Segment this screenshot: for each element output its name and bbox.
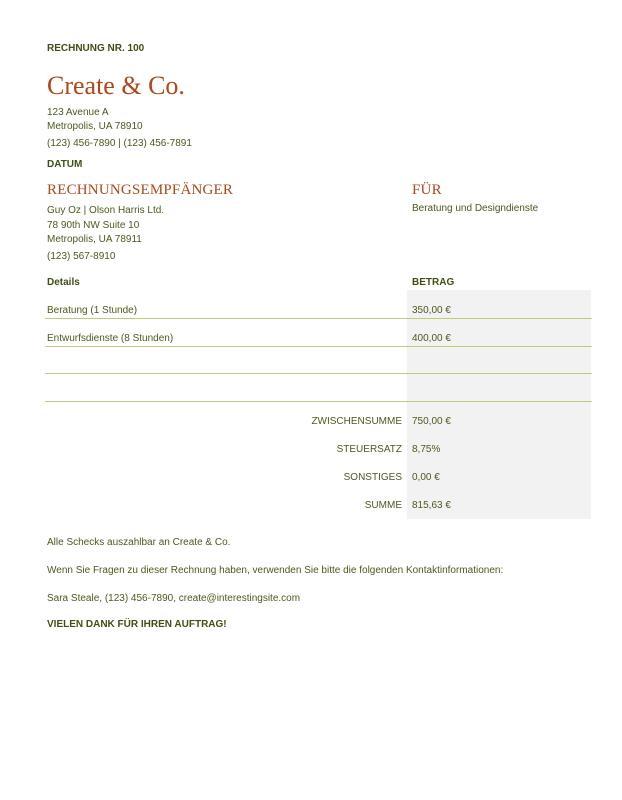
for-text: Beratung und Designdienste <box>412 203 539 214</box>
line-item-amount: 350,00 € <box>412 305 451 316</box>
checks-note: Alle Schecks auszahlbar an Create & Co. <box>47 537 231 548</box>
date-label: DATUM <box>47 159 83 170</box>
row-divider <box>45 401 592 402</box>
other-label: SONSTIGES <box>343 472 402 483</box>
recipient-line3: Metropolis, UA 78911 <box>47 234 142 245</box>
recipient-line1: Guy Oz | Olson Harris Ltd. <box>47 205 165 216</box>
details-header: Details <box>47 277 80 288</box>
subtotal-value: 750,00 € <box>412 416 451 427</box>
invoice-number: RECHNUNG NR. 100 <box>47 43 145 54</box>
row-divider <box>45 346 592 347</box>
contact-info: Sara Steale, (123) 456-7890, create@interestingsite.com <box>47 593 301 604</box>
subtotal-label: ZWISCHENSUMME <box>311 416 402 427</box>
company-name: Create & Co. <box>47 71 185 100</box>
row-divider <box>45 373 592 374</box>
other-value: 0,00 € <box>412 472 440 483</box>
recipient-title: RECHNUNGSEMPFÄNGER <box>47 182 234 198</box>
total-value: 815,63 € <box>412 500 451 511</box>
tax-rate-label: STEUERSATZ <box>336 444 402 455</box>
amount-column-background <box>407 290 591 519</box>
thank-you-message: VIELEN DANK FÜR IHREN AUFTRAG! <box>47 619 227 630</box>
total-label: SUMME <box>364 500 402 511</box>
recipient-phone: (123) 567-8910 <box>47 251 116 262</box>
line-item-amount: 400,00 € <box>412 333 451 344</box>
amount-header: BETRAG <box>412 277 455 288</box>
tax-rate-value: 8,75% <box>412 444 441 455</box>
for-title: FÜR <box>412 182 442 198</box>
line-item-details: Beratung (1 Stunde) <box>47 305 138 316</box>
company-address-line1: 123 Avenue A <box>47 107 109 118</box>
row-divider <box>45 318 592 319</box>
company-phones: (123) 456-7890 | (123) 456-7891 <box>47 138 192 149</box>
line-item-details: Entwurfsdienste (8 Stunden) <box>47 333 174 344</box>
questions-note: Wenn Sie Fragen zu dieser Rechnung haben, verwenden Sie bitte die folgenden Kontaktinformationen: <box>47 565 504 576</box>
company-address-line2: Metropolis, UA 78910 <box>47 121 143 132</box>
recipient-line2: 78 90th NW Suite 10 <box>47 220 140 231</box>
